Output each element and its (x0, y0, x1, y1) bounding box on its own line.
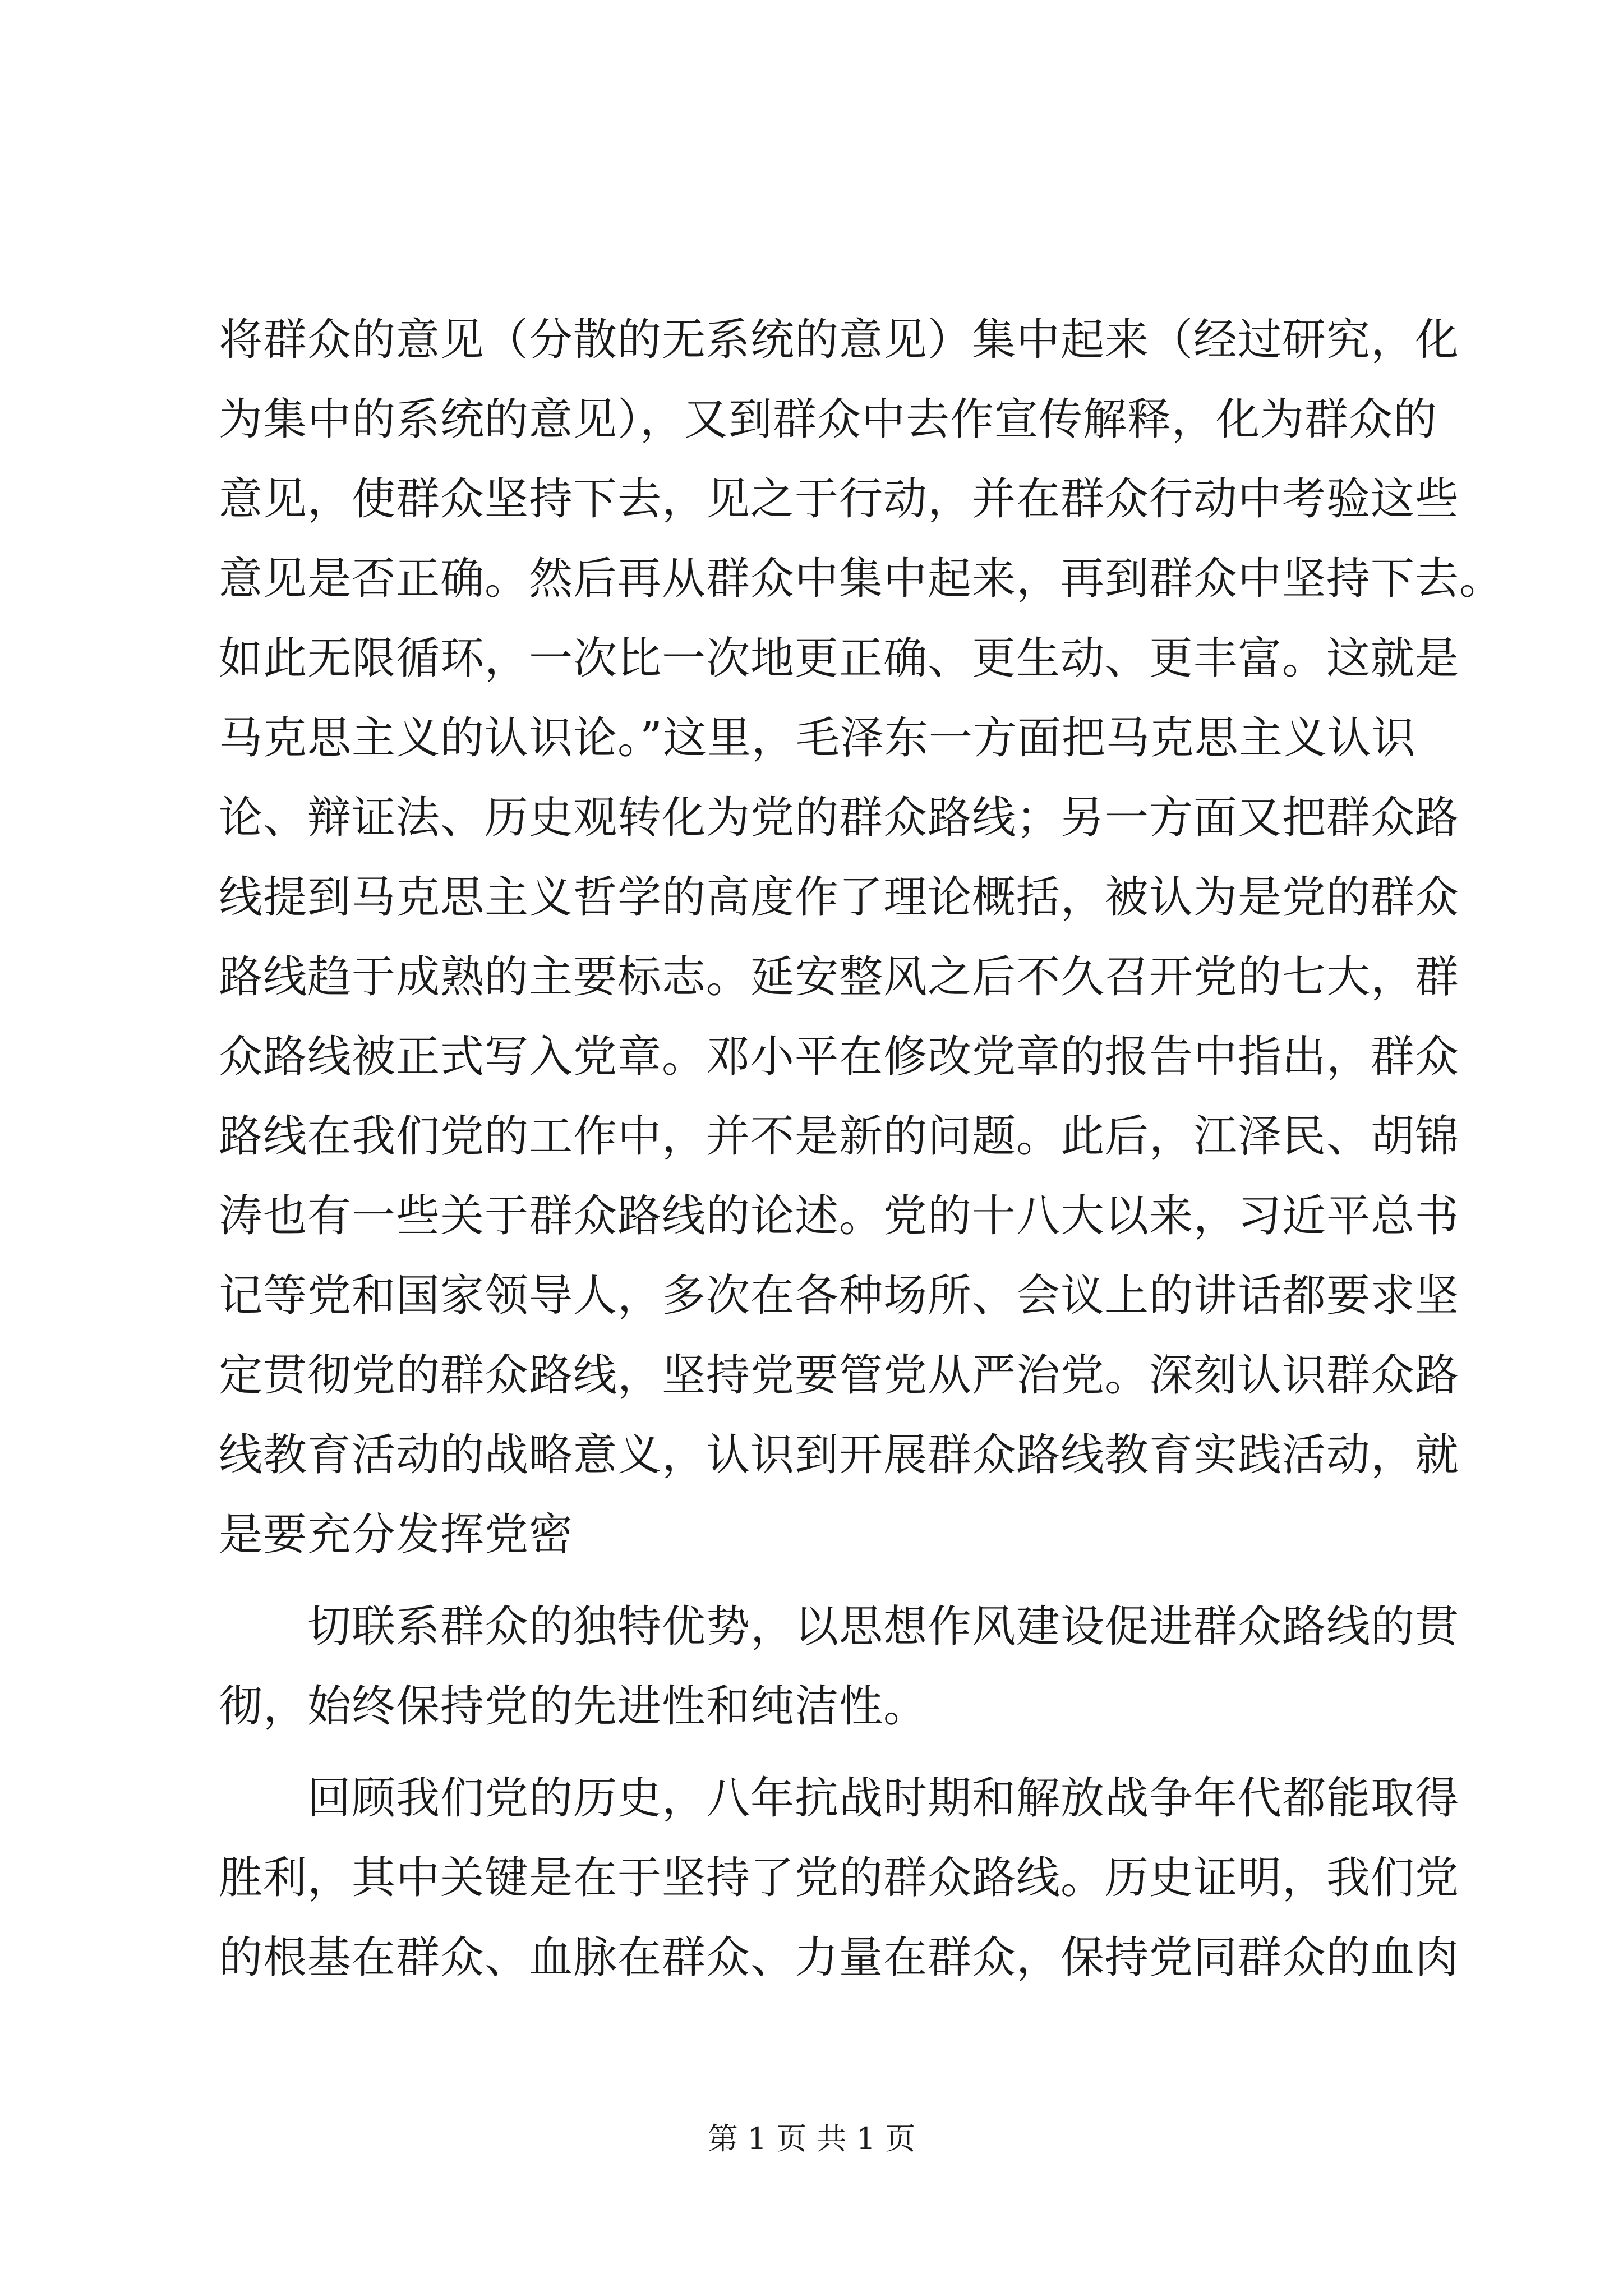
text-line: 胜利，其中关键是在于坚持了党的群众路线。历史证明，我们党 (219, 1853, 1460, 1903)
text-line: 定贯彻党的群众路线，坚持党要管党从严治党。深刻认识群众路 (219, 1350, 1460, 1401)
text-line: 切联系群众的独特优势，以思想作风建设促进群众路线的贯 (219, 1602, 1460, 1652)
text-line: 线提到马克思主义哲学的高度作了理论概括，被认为是党的群众 (219, 872, 1460, 923)
text-line: 彻，始终保持党的先进性和纯洁性。 (219, 1681, 928, 1732)
document-body (219, 300, 1504, 1998)
text-line: 涛也有一些关于群众路线的论述。党的十八大以来，习近平总书 (219, 1191, 1460, 1241)
paragraph-gap (219, 1746, 1430, 1759)
page-footer: 第 1 页 共 1 页 (707, 2121, 916, 2156)
text-line: 众路线被正式写入党章。邓小平在修改党章的报告中指出，群众 (219, 1032, 1460, 1082)
text-line: 将群众的意见（分散的无系统的意见）集中起来（经过研究，化 (219, 315, 1460, 365)
text-line: 论、辩证法、历史观转化为党的群众路线；另一方面又把群众路 (219, 793, 1460, 843)
text-line: 路线在我们党的工作中，并不是新的问题。此后，江泽民、胡锦 (219, 1111, 1460, 1162)
text-line: 马克思主义的认识论。”这里，毛泽东一方面把马克思主义认识 (219, 713, 1416, 763)
text-line: 是要充分发挥党密 (219, 1510, 574, 1560)
text-line: 路线趋于成熟的主要标志。延安整风之后不久召开党的七大，群 (219, 952, 1460, 1002)
text-line: 为集中的系统的意见），又到群众中去作宣传解释，化为群众的 (219, 394, 1438, 445)
text-line: 的根基在群众、血脉在群众、力量在群众，保持党同群众的血肉 (219, 1932, 1460, 1983)
text-line: 线教育活动的战略意义，认识到开展群众路线教育实践活动，就 (219, 1430, 1460, 1480)
text-line: 意见是否正确。然后再从群众中集中起来，再到群众中坚持下去。 (219, 554, 1504, 604)
text-line: 回顾我们党的历史，八年抗战时期和解放战争年代都能取得 (219, 1773, 1460, 1824)
text-line: 意见，使群众坚持下去，见之于行动，并在群众行动中考验这些 (219, 474, 1460, 524)
text-line: 如此无限循环，一次比一次地更正确、更生动、更丰富。这就是 (219, 633, 1460, 684)
text-line: 记等党和国家领导人，多次在各种场所、会议上的讲话都要求坚 (219, 1271, 1460, 1321)
paragraph-gap (219, 1575, 1430, 1587)
